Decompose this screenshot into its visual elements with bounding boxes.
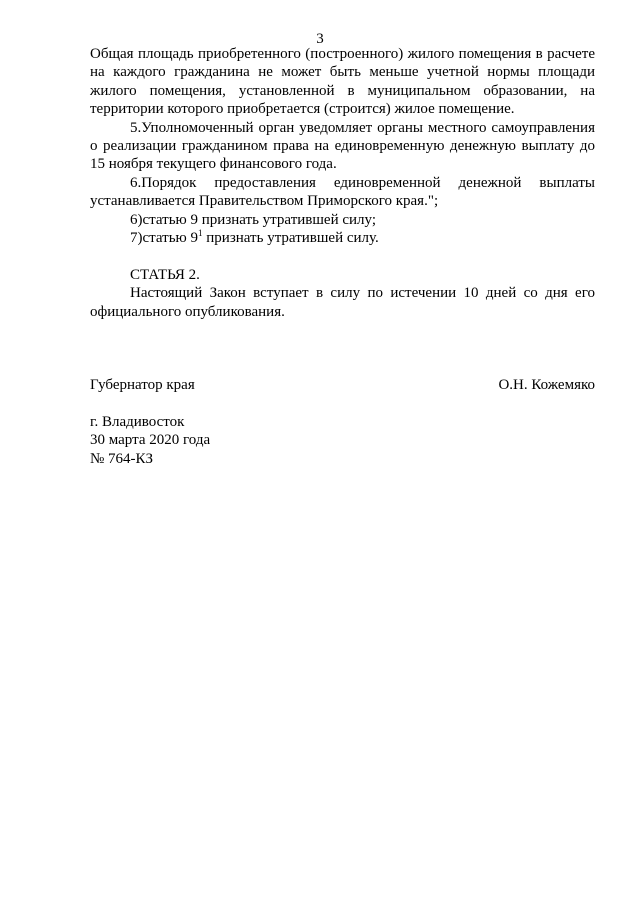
document-body (90, 45, 595, 468)
paragraph-item-5: 5.Уполномоченный орган уведомляет органы местного самоуправления о реализации гражданином права на единовременную денежную выплату до 15 ноября текущего финансового года. (90, 119, 595, 173)
signature-block (90, 376, 595, 394)
article-2-text: Настоящий Закон вступает в силу по истечении 10 дней со дня его официального опубликования. (90, 285, 595, 320)
paragraph-sub-7 (90, 229, 595, 247)
spacer (90, 395, 595, 413)
paragraph-sub-7-post: признать утратившей силу. (202, 230, 379, 247)
paragraph-item-6: 6.Порядок предоставления единовременной денежной выплаты устанавливается Правительством Приморского края."; (90, 174, 595, 210)
footer-city: г. Владивосток (90, 414, 185, 431)
signatory-name: О.Н. Кожемяко (498, 377, 595, 394)
paragraph-area-norm: Общая площадь приобретенного (построенного) жилого помещения в расчете на каждого гражданина не может быть меньше учетной нормы площади жилого помещения, установленной в муниципальном образовании, на территории которого приобретается (строится) жилое помещение. (90, 46, 595, 118)
signatory-title: Губернатор края (90, 377, 195, 394)
footer-number: № 764-КЗ (90, 450, 154, 467)
spacer (90, 358, 595, 376)
article-2-heading: СТАТЬЯ 2. (130, 266, 200, 283)
footer-date: 30 марта 2020 года (90, 432, 211, 449)
spacer (90, 247, 595, 265)
paragraph-sub-6: 6)статью 9 признать утратившей силу; (130, 211, 376, 228)
page-number: 3 (316, 31, 324, 47)
spacer (90, 321, 595, 339)
paragraph-sub-7-pre: 7)статью 9 (130, 230, 199, 247)
spacer (90, 339, 595, 357)
paragraph-sub-7-superscript: 1 (198, 228, 203, 239)
